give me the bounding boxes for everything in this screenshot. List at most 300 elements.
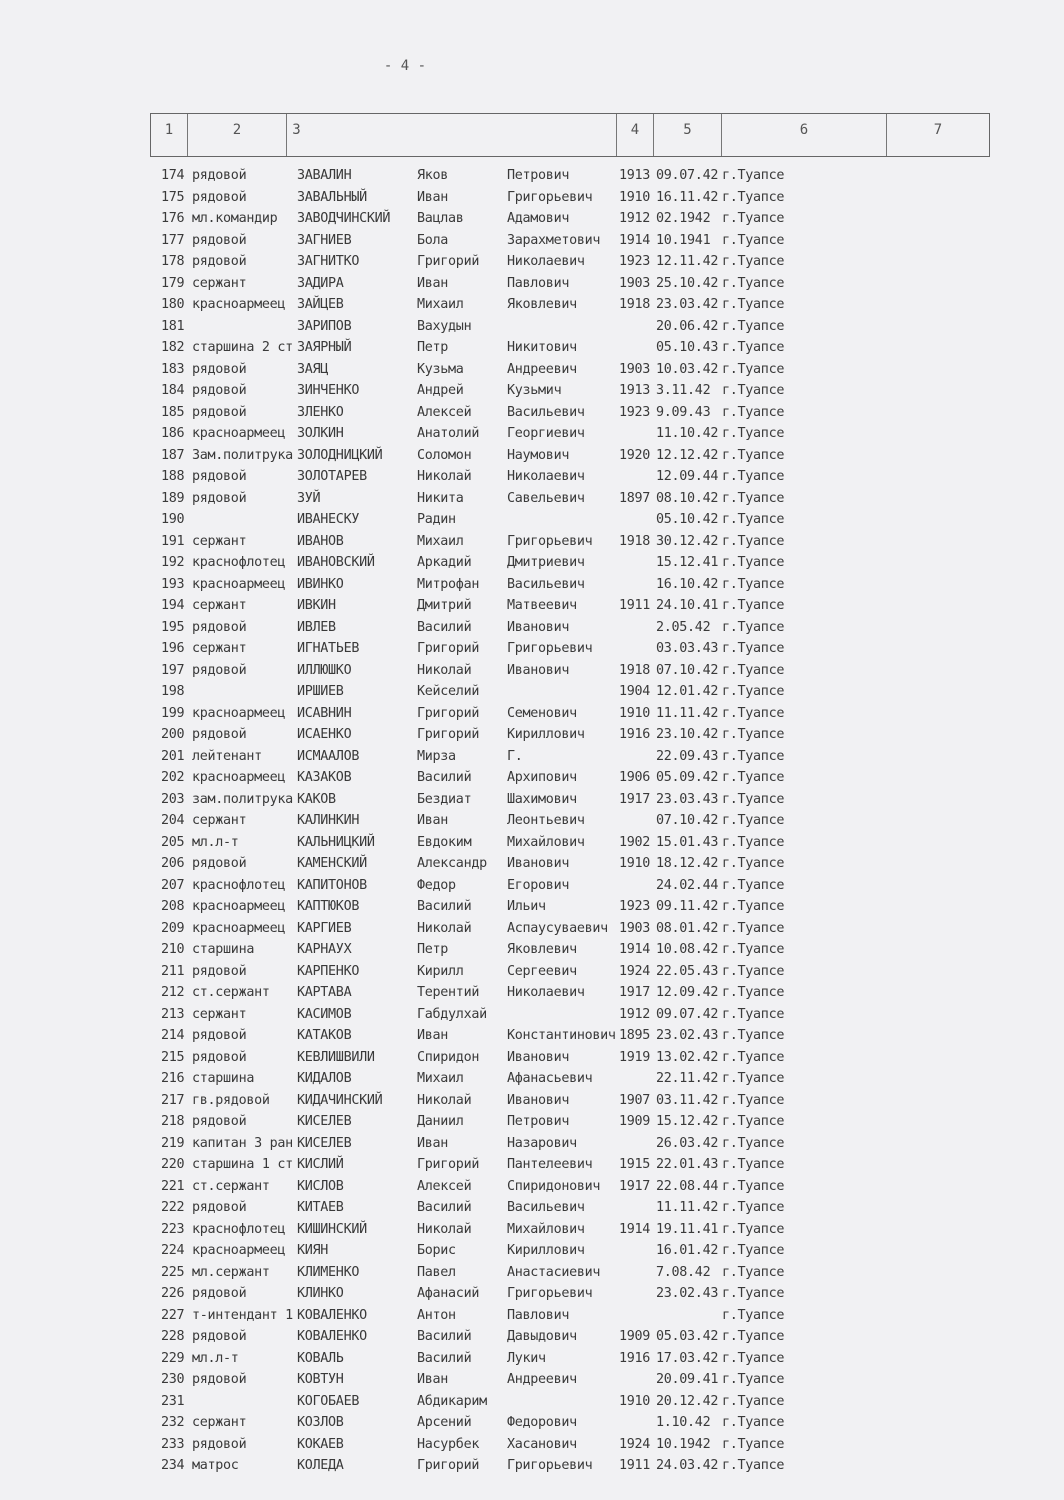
cell-num: 233 [161,1436,185,1452]
cell-name: Насурбек [417,1436,480,1452]
table-row [161,789,921,811]
cell-surname: КИЯН [297,1243,329,1258]
cell-num: 226 [161,1286,185,1301]
cell-name: Афанасий [417,1286,480,1301]
cell-date: 12.12.42 [656,447,719,463]
table-row [161,746,921,768]
cell-patronymic: Кузьмич [507,383,562,398]
cell-surname: ИВАНОВ [297,533,344,549]
cell-surname: КИСЛОВ [297,1178,344,1194]
table-row [161,165,921,187]
table-row [161,359,921,381]
cell-name: Соломон [417,447,472,463]
cell-place: г.Туапсе [722,1243,785,1258]
cell-name: Михаил [417,297,464,312]
cell-date: 2.05.42 [656,619,711,635]
cell-name: Григорий [417,1157,480,1172]
cell-rank: сержант [192,1415,247,1430]
cell-surname: ИСАВНИН [297,705,352,721]
cell-num: 217 [161,1092,185,1108]
cell-name: Григорий [417,1458,480,1473]
cell-patronymic: Григорьевич [507,641,593,656]
header-col-1: 1 [164,122,174,138]
cell-surname: КОВТУН [297,1372,344,1387]
table-row [161,1412,921,1434]
cell-rank: рядовой [192,619,247,635]
cell-name: Евдоким [417,834,472,850]
cell-date: 09.11.42 [656,899,719,914]
page-number: - 4 - [383,58,427,74]
table-row [161,1305,921,1327]
table-row [161,294,921,316]
cell-date: 12.09.42 [656,985,719,1000]
cell-date: 19.11.41 [656,1221,719,1237]
cell-patronymic: Савельевич [507,490,585,506]
cell-name: Григорий [417,727,480,742]
cell-name: Николай [417,662,472,678]
table-row [161,1025,921,1047]
cell-rank: рядовой [192,168,247,183]
cell-name: Алексей [417,1178,472,1194]
cell-place: г.Туапсе [722,1286,785,1301]
cell-num: 186 [161,426,185,441]
cell-patronymic: Шахимович [507,791,577,807]
cell-rank: красноармеец [192,920,286,936]
cell-place: г.Туапсе [722,834,785,850]
cell-name: Кузьма [417,361,464,377]
cell-patronymic: Николаевич [507,469,585,484]
cell-num: 176 [161,211,185,226]
cell-name: Бездиат [417,791,472,807]
cell-surname: ЗАВОДЧИНСКИЙ [297,211,391,226]
cell-patronymic: Петрович [507,168,570,183]
cell-num: 195 [161,619,185,635]
cell-rank: красноармеец [192,576,286,592]
cell-date: 11.10.42 [656,426,719,441]
table-row [161,574,921,596]
cell-num: 232 [161,1415,185,1430]
cell-place: г.Туапсе [722,490,785,506]
cell-num: 181 [161,318,185,334]
cell-place: г.Туапсе [722,232,785,248]
cell-rank: рядовой [192,856,247,871]
cell-rank: сержант [192,1006,247,1022]
cell-name: Василий [417,770,472,785]
table-row [161,703,921,725]
cell-surname: ЗАВАЛЬНЫЙ [297,189,367,205]
cell-surname: ЗАРИПОВ [297,318,352,334]
cell-name: Мирза [417,748,456,764]
cell-year: 1924 [619,963,651,979]
cell-patronymic: Георгиевич [507,426,585,441]
cell-num: 234 [161,1458,185,1473]
table-row [161,380,921,402]
cell-surname: ЗАДИРА [297,275,344,291]
cell-name: Николай [417,920,472,936]
cell-date: 10.08.42 [656,942,719,957]
table-row [161,939,921,961]
cell-rank: мл.командир [192,211,278,226]
cell-year: 1916 [619,727,651,742]
cell-rank: рядовой [192,189,247,205]
cell-date: 03.03.43 [656,641,719,656]
cell-num: 183 [161,361,185,377]
table-row [161,337,921,359]
cell-patronymic: Г. [507,748,523,764]
cell-year: 1924 [619,1436,651,1452]
cell-num: 206 [161,856,185,871]
cell-date: 22.05.43 [656,963,719,979]
cell-place: г.Туапсе [722,770,785,785]
cell-place: г.Туапсе [722,340,785,355]
cell-name: Никита [417,490,464,506]
cell-date: 17.03.42 [656,1350,719,1366]
cell-date: 26.03.42 [656,1135,719,1151]
table-row [161,617,921,639]
cell-place: г.Туапсе [722,426,785,441]
table-row [161,208,921,230]
table-row [161,488,921,510]
table-row [161,402,921,424]
cell-year: 1911 [619,1458,651,1473]
cell-patronymic: Константинович [507,1028,616,1043]
cell-patronymic: Иванович [507,1049,570,1065]
cell-date: 24.03.42 [656,1458,719,1473]
cell-surname: ИЛЛЮШКО [297,662,352,678]
cell-patronymic: Леонтьевич [507,813,585,828]
table-row [161,316,921,338]
cell-name: Николай [417,1221,472,1237]
cell-place: г.Туапсе [722,211,785,226]
cell-name: Терентий [417,985,480,1000]
cell-name: Иван [417,1372,449,1387]
cell-num: 230 [161,1372,185,1387]
cell-rank: рядовой [192,1372,247,1387]
cell-rank: сержант [192,641,247,656]
cell-date: 25.10.42 [656,275,719,291]
table-row [161,1068,921,1090]
table-row [161,1326,921,1348]
table-row [161,1197,921,1219]
cell-name: Василий [417,899,472,914]
cell-patronymic: Николаевич [507,254,585,269]
cell-date: 3.11.42 [656,383,711,398]
cell-date: 20.12.42 [656,1393,719,1409]
cell-num: 224 [161,1243,185,1258]
cell-rank: зам.политрука [192,791,293,807]
cell-num: 182 [161,340,185,355]
cell-place: г.Туапсе [722,641,785,656]
cell-place: г.Туапсе [722,1114,785,1129]
cell-name: Григорий [417,254,480,269]
cell-name: Григорий [417,705,480,721]
cell-rank: гв.рядовой [192,1092,270,1108]
cell-surname: ЗАЯЦ [297,361,329,377]
cell-place: г.Туапсе [722,297,785,312]
cell-date: 10.1941 [656,232,711,248]
cell-rank: рядовой [192,1329,247,1344]
table-row [161,832,921,854]
cell-date: 05.09.42 [656,770,719,785]
cell-surname: ЗУЙ [297,490,321,506]
cell-date: 08.10.42 [656,490,719,506]
cell-num: 221 [161,1178,185,1194]
cell-patronymic: Кириллович [507,727,585,742]
cell-year: 1923 [619,899,651,914]
cell-rank: ст.сержант [192,985,270,1000]
cell-patronymic: Никитович [507,340,577,355]
cell-patronymic: Иванович [507,1092,570,1108]
cell-rank: капитан 3 ран [192,1135,293,1151]
cell-year: 1897 [619,490,651,506]
cell-name: Василий [417,1200,472,1215]
cell-num: 188 [161,469,185,484]
table-row [161,724,921,746]
cell-year: 1913 [619,168,651,183]
cell-rank: старшина [192,1071,255,1086]
cell-surname: ЗЛЕНКО [297,404,344,420]
cell-surname: КАЛИНКИН [297,813,360,828]
cell-name: Митрофан [417,576,480,592]
cell-place: г.Туапсе [722,318,785,334]
table-row [161,187,921,209]
cell-name: Борис [417,1243,456,1258]
cell-year: 1914 [619,232,651,248]
cell-place: г.Туапсе [722,168,785,183]
cell-surname: КИШИНСКИЙ [297,1221,367,1237]
cell-rank: красноармеец [192,899,286,914]
table-row [161,767,921,789]
cell-num: 178 [161,254,185,269]
cell-rank: рядовой [192,1286,247,1301]
cell-patronymic: Иванович [507,619,570,635]
cell-year: 1917 [619,985,651,1000]
cell-name: Габдулхай [417,1006,487,1022]
cell-year: 1903 [619,275,651,291]
cell-surname: КАРТАВА [297,985,352,1000]
table-row [161,1262,921,1284]
cell-surname: КОГОБАЕВ [297,1393,360,1409]
table-row [161,1240,921,1262]
cell-place: г.Туапсе [722,748,785,764]
cell-place: г.Туапсе [722,1157,785,1172]
table-row [161,1154,921,1176]
cell-surname: КАСИМОВ [297,1006,352,1022]
cell-place: г.Туапсе [722,1264,785,1280]
cell-num: 193 [161,576,185,592]
cell-year: 1906 [619,770,651,785]
cell-date: 11.11.42 [656,705,719,721]
table-row [161,251,921,273]
cell-num: 212 [161,985,185,1000]
cell-date: 03.11.42 [656,1092,719,1108]
cell-patronymic: Пантелеевич [507,1157,593,1172]
cell-num: 210 [161,942,185,957]
cell-surname: КАКОВ [297,791,336,807]
cell-date: 22.11.42 [656,1071,719,1086]
cell-year: 1917 [619,1178,651,1194]
cell-rank: красноармеец [192,770,286,785]
table-row [161,1090,921,1112]
header-col-7: 7 [886,114,989,156]
cell-date: 9.09.43 [656,404,711,420]
cell-patronymic: Хасанович [507,1436,577,1452]
cell-num: 201 [161,748,185,764]
table-row [161,445,921,467]
cell-date: 24.02.44 [656,877,719,893]
cell-name: Бола [417,232,449,248]
cell-surname: КОВАЛЬ [297,1350,344,1366]
cell-num: 194 [161,598,185,613]
cell-place: г.Туапсе [722,404,785,420]
cell-rank: мл.л-т [192,1350,239,1366]
cell-num: 231 [161,1393,185,1409]
cell-surname: ИВКИН [297,598,336,613]
cell-patronymic: Павлович [507,275,570,291]
cell-name: Иван [417,189,449,205]
cell-rank: рядовой [192,727,247,742]
cell-surname: КОЛЕДА [297,1458,344,1473]
cell-year: 1918 [619,662,651,678]
cell-year: 1912 [619,1006,651,1022]
cell-surname: ИВИНКО [297,576,344,592]
cell-date: 09.07.42 [656,1006,719,1022]
cell-year: 1910 [619,705,651,721]
cell-surname: КАРПЕНКО [297,963,360,979]
cell-date: 23.03.42 [656,297,719,312]
cell-num: 175 [161,189,185,205]
cell-rank: рядовой [192,963,247,979]
cell-year: 1907 [619,1092,651,1108]
cell-date: 23.02.43 [656,1028,719,1043]
cell-rank: сержант [192,813,247,828]
cell-num: 185 [161,404,185,420]
cell-year: 1923 [619,404,651,420]
table-row [161,1434,921,1456]
cell-date: 09.07.42 [656,168,719,183]
table-row [161,230,921,252]
cell-patronymic: Иванович [507,662,570,678]
cell-rank: сержант [192,275,247,291]
cell-date: 05.10.43 [656,340,719,355]
cell-surname: КАЛЬНИЦКИЙ [297,834,375,850]
cell-surname: КЛИМЕНКО [297,1264,360,1280]
cell-patronymic: Григорьевич [507,1458,593,1473]
table-row [161,918,921,940]
cell-surname: ИВАНЕСКУ [297,512,360,527]
cell-year: 1910 [619,189,651,205]
cell-rank: рядовой [192,232,247,248]
cell-name: Спиридон [417,1049,480,1065]
cell-name: Петр [417,340,449,355]
cell-year: 1923 [619,254,651,269]
cell-date: 24.10.41 [656,598,719,613]
cell-num: 179 [161,275,185,291]
cell-date: 13.02.42 [656,1049,719,1065]
cell-place: г.Туапсе [722,1092,785,1108]
cell-date: 18.12.42 [656,856,719,871]
cell-rank: краснофлотец [192,1221,286,1237]
cell-name: Василий [417,619,472,635]
cell-num: 180 [161,297,185,312]
cell-surname: ИСАЕНКО [297,727,352,742]
cell-rank: краснофлотец [192,877,286,893]
cell-name: Николай [417,469,472,484]
cell-patronymic: Яковлевич [507,942,577,957]
cell-place: г.Туапсе [722,1135,785,1151]
cell-rank: старшина [192,942,255,957]
cell-num: 198 [161,684,185,699]
cell-surname: КИСЛИЙ [297,1157,344,1172]
cell-surname: КЛИНКО [297,1286,344,1301]
cell-date: 23.02.43 [656,1286,719,1301]
cell-year: 1909 [619,1329,651,1344]
cell-place: г.Туапсе [722,942,785,957]
cell-surname: ИВАНОВСКИЙ [297,555,375,570]
cell-name: Яков [417,168,449,183]
cell-patronymic: Назарович [507,1135,577,1151]
cell-name: Иван [417,275,449,291]
cell-num: 205 [161,834,185,850]
table-row [161,423,921,445]
header-col-6: 6 [721,114,886,156]
cell-date: 12.01.42 [656,684,719,699]
cell-date: 22.08.44 [656,1178,719,1194]
header-col-3: 3 [286,114,766,156]
cell-date: 10.1942 [656,1436,711,1452]
cell-name: Антон [417,1307,456,1323]
cell-name: Алексей [417,404,472,420]
cell-patronymic: Григорьевич [507,1286,593,1301]
cell-place: г.Туапсе [722,576,785,592]
cell-patronymic: Андреевич [507,361,577,377]
cell-date: 15.01.43 [656,834,719,850]
cell-date: 22.01.43 [656,1157,719,1172]
cell-year: 1913 [619,383,651,398]
cell-num: 197 [161,662,185,678]
cell-date: 7.08.42 [656,1264,711,1280]
cell-surname: КАМЕНСКИЙ [297,856,367,871]
table-row [161,1369,921,1391]
cell-surname: ЗИНЧЕНКО [297,383,360,398]
cell-name: Александр [417,856,487,871]
cell-patronymic: Дмитриевич [507,555,585,570]
cell-place: г.Туапсе [722,1200,785,1215]
cell-rank: лейтенант [192,748,262,764]
table-row [161,875,921,897]
cell-patronymic: Ильич [507,899,546,914]
cell-surname: КОВАЛЕНКО [297,1329,367,1344]
cell-name: Иван [417,1028,449,1043]
cell-rank: рядовой [192,469,247,484]
cell-num: 229 [161,1350,185,1366]
cell-num: 213 [161,1006,185,1022]
cell-patronymic: Сергеевич [507,963,577,979]
cell-surname: КОКАЕВ [297,1436,344,1452]
cell-date: 16.11.42 [656,189,719,205]
cell-place: г.Туапсе [722,598,785,613]
cell-num: 191 [161,533,185,549]
cell-date: 05.03.42 [656,1329,719,1344]
cell-place: г.Туапсе [722,856,785,871]
cell-num: 189 [161,490,185,506]
cell-date: 20.09.41 [656,1372,719,1387]
cell-rank: рядовой [192,662,247,678]
cell-rank: красноармеец [192,705,286,721]
cell-name: Павел [417,1264,456,1280]
cell-surname: КИСЕЛЕВ [297,1114,352,1129]
table-row [161,1133,921,1155]
